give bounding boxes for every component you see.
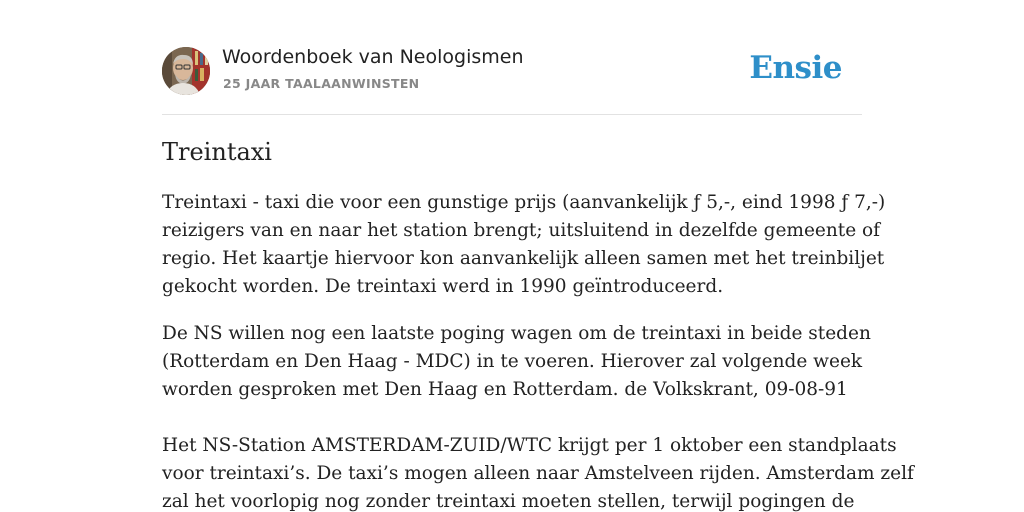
blog-subtitle: 25 JAAR TAALAANWINSTEN <box>223 76 420 91</box>
citation-line: worden gesproken met Den Haag en Rotterdam. de Volkskrant, 09-08-91 <box>162 379 848 400</box>
citation-line: voor treintaxi’s. De taxi’s mogen alleen naar Amstelveen rijden. Amsterdam zelf <box>162 463 914 484</box>
citation-line: (Rotterdam en Den Haag - MDC) in te voeren. Hierover zal volgende week <box>162 351 863 372</box>
page <box>162 0 914 512</box>
citation-line: Het NS-Station AMSTERDAM-ZUID/WTC krijgt per 1 oktober een standplaats <box>162 435 897 456</box>
definition-paragraph <box>162 189 886 301</box>
post-title: Treintaxi <box>162 138 272 166</box>
blog-header <box>162 0 862 115</box>
definition-line: regio. Het kaartje hiervoor kon aanvankelijk alleen samen met het treinbiljet <box>162 248 885 269</box>
citation-paragraph <box>162 320 914 512</box>
author-portrait-icon <box>162 47 210 95</box>
definition-line: reizigers van en naar het station brengt; uitsluitend in dezelfde gemeente of <box>162 220 881 241</box>
avatar[interactable] <box>162 47 210 95</box>
blog-title[interactable]: Woordenboek van Neologismen <box>222 46 524 68</box>
citation-line: zal het voorlopig nog zonder treintaxi moeten stellen, terwijl pogingen de <box>162 491 855 512</box>
brand-logo[interactable]: Ensie <box>749 50 842 86</box>
definition-line: gekocht worden. De treintaxi werd in 1990 geïntroduceerd. <box>162 276 724 297</box>
paragraph-spacer <box>162 404 862 432</box>
definition-line: Treintaxi - taxi die voor een gunstige prijs (aanvankelijk ƒ 5,-, eind 1998 ƒ 7,-) <box>162 192 886 213</box>
citation-line: De NS willen nog een laatste poging wagen om de treintaxi in beide steden <box>162 323 871 344</box>
